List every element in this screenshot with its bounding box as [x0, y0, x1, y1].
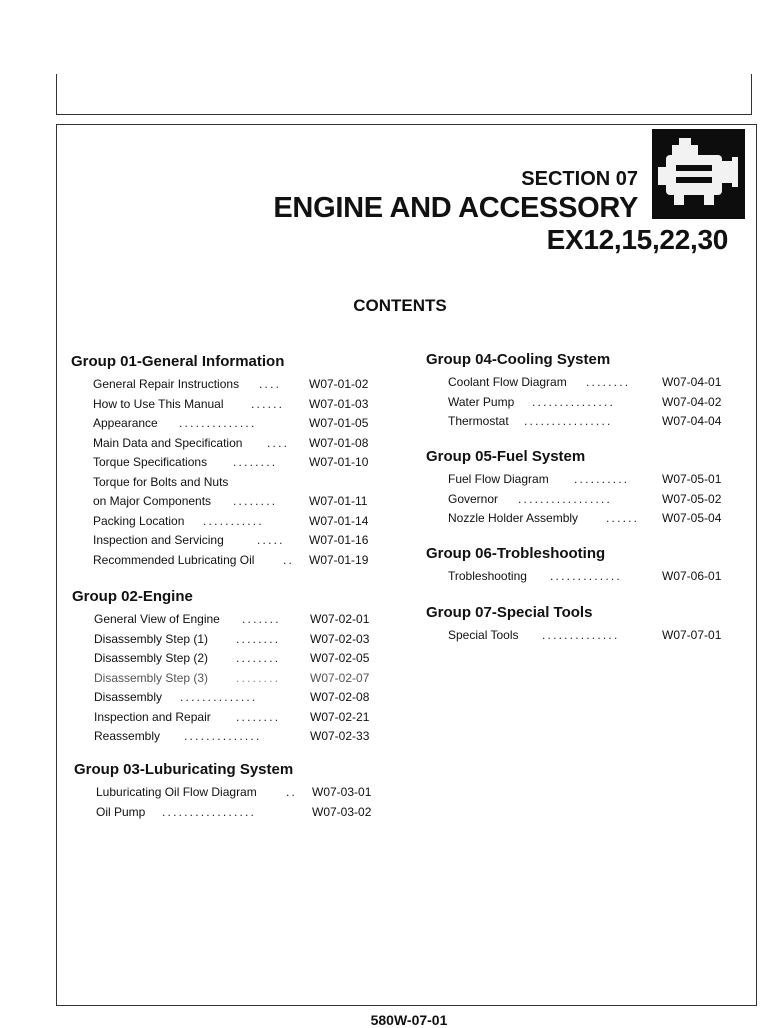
entry-label: Water Pump [448, 394, 515, 409]
entry-label: Thermostat [448, 414, 509, 428]
entry-label: on Major Components [93, 494, 212, 508]
entry-label: Torque Specifications [93, 455, 208, 469]
entry-label: Fuel Flow Diagram [448, 472, 549, 486]
entry-label: Luburicating Oil Flow Diagram [96, 785, 257, 799]
entry-label: General View of Engine [94, 612, 220, 626]
entry-label: Main Data and Specification [93, 435, 243, 450]
toc-entry[interactable]: Packing Location ........... W07-01-14 [71, 512, 391, 532]
entry-label: Disassembly [94, 690, 163, 704]
entry-page-code: W07-02-33 [310, 729, 370, 743]
entry-label: Coolant Flow Diagram [448, 375, 567, 389]
group-title: Group 06-Trobleshooting [426, 545, 606, 562]
entry-label: Disassembly Step (2) [94, 651, 209, 665]
toc-entry[interactable]: Nozzle Holder Assembly ...... W07-05-04 [426, 509, 736, 529]
entry-page-code: W07-02-05 [310, 651, 370, 665]
entry-page-code: W07-01-11 [309, 494, 368, 508]
toc-entry[interactable]: Coolant Flow Diagram ........ W07-04-01 [426, 373, 736, 393]
toc-group [71, 351, 391, 570]
entry-label: Packing Location [93, 513, 185, 528]
entry-label: Special Tools [448, 628, 519, 642]
toc-entry[interactable]: Recommended Lubricating Oil .. W07-01-19 [71, 551, 391, 571]
entry-page-code: W07-03-02 [312, 804, 372, 819]
entry-page-code: W07-01-02 [309, 377, 369, 391]
group-title: Group 02-Engine [72, 588, 193, 605]
entry-page-code: W07-04-02 [662, 394, 722, 409]
entry-page-code: W07-06-01 [662, 569, 722, 583]
toc-entry[interactable]: Governor ................. W07-05-02 [426, 490, 736, 510]
entry-page-code: W07-01-08 [309, 435, 369, 450]
entry-page-code: W07-05-01 [662, 472, 722, 486]
entry-page-code: W07-02-21 [310, 709, 370, 724]
toc-entry[interactable]: Disassembly Step (1) ........ W07-02-03 [72, 630, 392, 650]
section-number: SECTION 07 [521, 168, 638, 190]
entry-page-code: W07-04-04 [662, 414, 722, 428]
toc-entry[interactable]: General Repair Instructions .... W07-01-02 [71, 375, 391, 395]
entry-page-code: W07-07-01 [662, 628, 722, 642]
toc-entry[interactable]: Water Pump ............... W07-04-02 [426, 393, 736, 413]
entry-label: General Repair Instructions [93, 377, 240, 391]
entry-label: Torque for Bolts and Nuts [93, 474, 229, 489]
toc-entry[interactable]: Appearance .............. W07-01-05 [71, 414, 391, 434]
entry-label: Trobleshooting [448, 569, 527, 583]
entry-page-code: W07-02-08 [310, 690, 370, 704]
header-rule-box [56, 74, 752, 115]
toc-entry[interactable]: Special Tools .............. W07-07-01 [426, 626, 736, 646]
entry-page-code: W07-01-19 [309, 552, 369, 567]
toc-entry[interactable]: Disassembly .............. W07-02-08 [72, 688, 392, 708]
entry-page-code: W07-02-03 [310, 631, 370, 646]
toc-entry[interactable]: Inspection and Repair ........ W07-02-21 [72, 708, 392, 728]
entry-label: Governor [448, 491, 499, 506]
entry-label: How to Use This Manual [93, 396, 224, 411]
model-list: EX12,15,22,30 [546, 224, 728, 255]
entry-label: Nozzle Holder Assembly [448, 511, 579, 525]
entry-page-code: W07-01-05 [309, 416, 369, 430]
entry-label: Appearance [93, 416, 158, 430]
toc-group [426, 446, 736, 529]
group-title: Group 05-Fuel System [426, 448, 586, 465]
entry-page-code: W07-04-01 [662, 375, 722, 389]
group-title: Group 07-Special Tools [426, 604, 593, 621]
toc-entry[interactable]: on Major Components ........ W07-01-11 [71, 492, 391, 512]
entry-page-code: W07-01-03 [309, 396, 369, 411]
toc-group [426, 602, 736, 646]
page-number: 580W-07-01 [370, 1012, 448, 1028]
entry-label: Disassembly Step (1) [94, 631, 209, 646]
engine-icon [652, 129, 745, 219]
toc-entry[interactable]: Fuel Flow Diagram .......... W07-05-01 [426, 470, 736, 490]
entry-page-code: W07-05-04 [662, 511, 722, 525]
entry-page-code: W07-02-01 [310, 612, 370, 626]
entry-page-code: W07-01-14 [309, 513, 369, 528]
toc-entry[interactable]: General View of Engine ....... W07-02-01 [72, 610, 392, 630]
entry-label: Inspection and Repair [94, 709, 211, 724]
entry-page-code: W07-01-10 [309, 455, 369, 469]
toc-group [426, 543, 736, 587]
toc-entry[interactable]: Disassembly Step (2) ........ W07-02-05 [72, 649, 392, 669]
group-title: Group 03-Luburicating System [74, 761, 294, 778]
toc-entry[interactable]: Trobleshooting ............. W07-06-01 [426, 567, 736, 587]
contents-heading: CONTENTS [353, 296, 447, 315]
toc-entry[interactable]: Main Data and Specification .... W07-01-08 [71, 434, 391, 454]
entry-page-code: W07-01-16 [309, 533, 369, 547]
toc-entry[interactable]: Thermostat ................ W07-04-04 [426, 412, 736, 432]
toc-entry[interactable] [71, 473, 391, 493]
entry-label: Oil Pump [96, 804, 146, 819]
toc-entry[interactable]: Reassembly .............. W07-02-33 [72, 727, 392, 747]
toc-group [74, 759, 394, 822]
section-title: ENGINE AND ACCESSORY [273, 192, 638, 224]
entry-label: Inspection and Servicing [93, 533, 224, 547]
toc-entry[interactable]: Inspection and Servicing ..... W07-01-16 [71, 531, 391, 551]
toc-entry[interactable]: Disassembly Step (3) ........ W07-02-07 [72, 669, 392, 689]
toc-entry[interactable]: How to Use This Manual ...... W07-01-03 [71, 395, 391, 415]
toc-entry[interactable]: Luburicating Oil Flow Diagram .. W07-03-01 [74, 783, 394, 803]
entry-label: Recommended Lubricating Oil [93, 552, 255, 567]
entry-page-code: W07-05-02 [662, 491, 722, 506]
entry-label: Disassembly Step (3) [94, 670, 209, 685]
group-title: Group 01-General Information [71, 353, 285, 370]
group-title: Group 04-Cooling System [426, 351, 611, 368]
entry-label: Reassembly [94, 729, 161, 743]
toc-group [72, 586, 392, 747]
entry-page-code: W07-02-07 [310, 670, 370, 685]
entry-page-code: W07-03-01 [312, 785, 372, 799]
toc-group [426, 349, 736, 432]
toc-entry[interactable]: Oil Pump ................. W07-03-02 [74, 803, 394, 823]
toc-entry[interactable]: Torque Specifications ........ W07-01-10 [71, 453, 391, 473]
